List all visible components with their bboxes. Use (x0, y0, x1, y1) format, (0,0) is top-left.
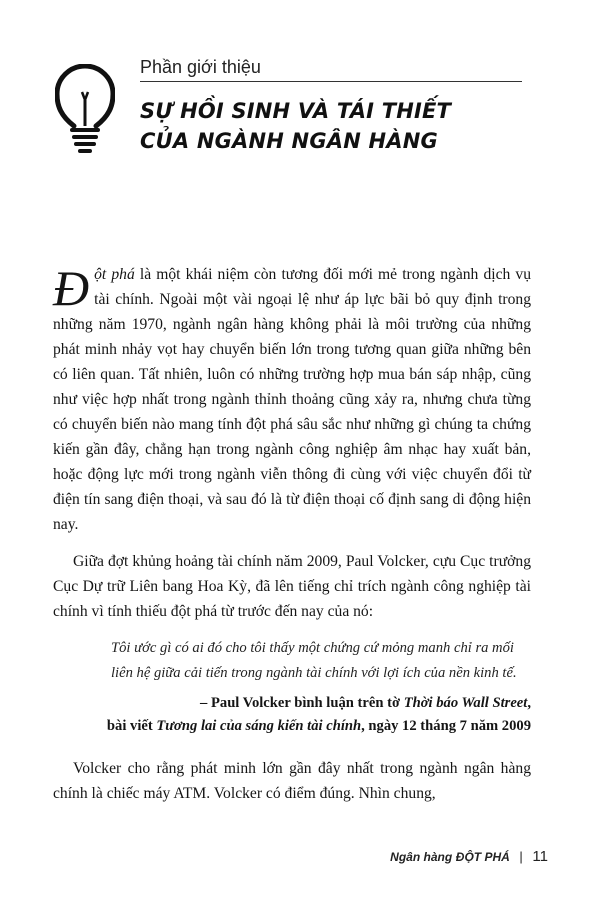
paragraph-1-text: là một khái niệm còn tương đối mới mẻ trong ngành dịch vụ tài chính. Ngoài một vài ngoại lệ như áp lực bãi bỏ quy định trong những năm 1970, ngành ngân hàng không phải là môi trường của những phát minh nhảy vọt hay chuyển biến lớn trong tương quan giữa những bên có liên quan. Tất nhiên, luôn có những trường hợp mua bán sáp nhập, cũng như việc hợp nhất trong ngành thỉnh thoảng cũng xảy ra, nhưng chưa từng có chuyển biến nào mang tính đột phá sâu sắc như những gì chúng ta chứng kiến gần đây, chẳng hạn trong ngành công nghiệp âm nhạc hay xuất bản, hoặc động lực mới trong ngành viễn thông đi cùng với việc chuyển đổi từ điện tín sang điện thoại, và sau đó là từ điện thoại cố định sang di động hiện nay. (53, 266, 532, 533)
attribution-article-prefix: bài viết (106, 718, 157, 734)
section-label: Phần giới thiệu (140, 57, 261, 77)
chapter-title-line-2: CỦA NGÀNH NGÂN HÀNG (140, 129, 438, 153)
quote-attribution (53, 692, 531, 738)
body-text (53, 262, 531, 806)
page-number: 11 (532, 848, 548, 865)
paragraph-3: Volcker cho rằng phát minh lớn gần đây nhất trong ngành ngân hàng chính là chiếc máy ATM. Volcker có điểm đúng. Nhìn chung, (53, 760, 531, 802)
block-quote: Tôi ước gì có ai đó cho tôi thấy một chứng cứ mỏng manh chỉ ra mối liên hệ giữa cải tiến trong ngành tài chính với lợi ích của nền kinh tế. (111, 640, 517, 681)
attribution-line-2 (53, 715, 531, 738)
attribution-source: Thời báo Wall Street (403, 695, 528, 711)
chapter-title-line-1: SỰ HỒI SINH VÀ TÁI THIẾT (140, 99, 452, 123)
header-rule (140, 81, 522, 82)
footer-separator: | (519, 849, 523, 864)
attribution-comma: , (527, 695, 531, 711)
paragraph-2: Giữa đợt khủng hoảng tài chính năm 2009, Paul Volcker, cựu Cục trưởng Cục Dự trữ Liên bang Hoa Kỳ, đã lên tiếng chỉ trích ngành công nghiệp tài chính vì tính thiếu đột phá từ trước đến nay của nó: (53, 553, 531, 620)
attribution-date: , ngày 12 tháng 7 năm 2009 (361, 718, 531, 734)
chapter-title (140, 96, 540, 156)
attribution-text: – Paul Volcker bình luận trên tờ (200, 695, 404, 711)
attribution-article: Tương lai của sáng kiến tài chính (156, 718, 362, 734)
footer-brand-prefix: Ngân hàng (390, 850, 453, 864)
page-footer (390, 848, 548, 865)
lightbulb-icon (55, 64, 115, 156)
paragraph-1-italic: ột phá (94, 266, 135, 283)
attribution-line-1 (53, 692, 531, 715)
drop-cap: Đ (53, 260, 90, 316)
paragraph-1 (53, 262, 531, 537)
footer-brand-bold: ĐỘT PHÁ (455, 850, 510, 864)
